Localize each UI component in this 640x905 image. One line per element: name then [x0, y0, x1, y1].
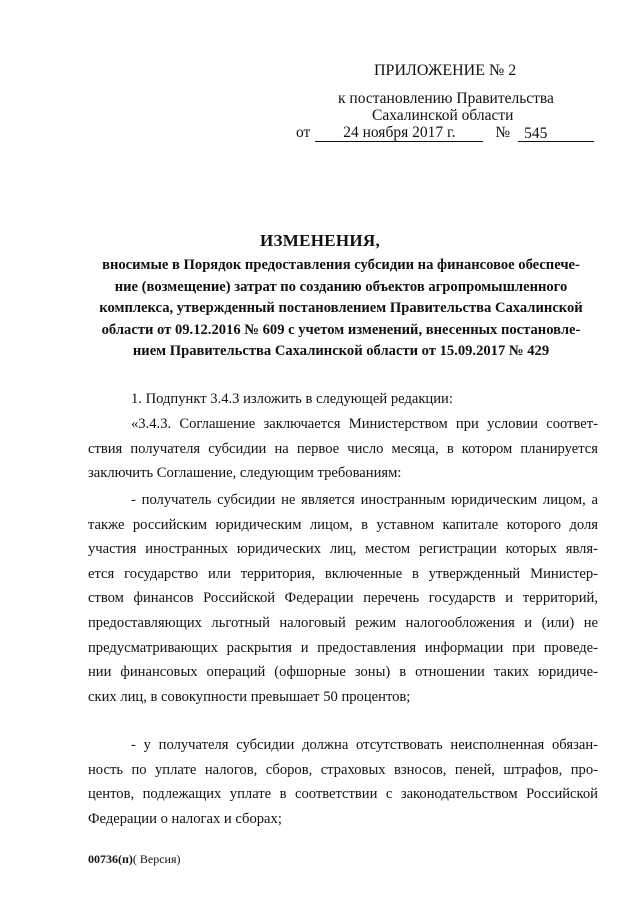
paragraph-line: - получатель субсидии не является иностранным юридическим лицом, а: [131, 492, 598, 508]
paragraph-line: ствия получателя субсидии на первое число месяца, в котором планируется: [88, 440, 598, 457]
subtitle-line: ние (возмещение) затрат по созданию объектов агропромышленного: [114, 278, 568, 295]
paragraph-line: предусматривающих раскрытия и предоставления информации при проведе-: [88, 639, 598, 656]
document-footer: [88, 852, 181, 867]
paragraph-line: ских лиц, в совокупности превышает 50 процентов;: [88, 688, 411, 705]
paragraph-line: участия иностранных юридических лиц, местом регистрации которых явля-: [88, 541, 598, 558]
clause-3-4-3-paragraph: [88, 412, 598, 486]
document-code: 00736(п): [88, 852, 133, 866]
subtitle-line: нием Правительства Сахалинской области от 15.09.2017 № 429: [132, 343, 550, 359]
appendix-title: ПРИЛОЖЕНИЕ № 2: [374, 62, 517, 79]
paragraph-line: «3.4.3. Соглашение заключается Министерством при условии соответ-: [131, 416, 598, 432]
paragraph-line: заключить Соглашение, следующим требованиям:: [88, 465, 402, 482]
subtitle-line: вносимые в Порядок предоставления субсидии на финансовое обеспече-: [102, 257, 580, 273]
requirement-tax-debt-paragraph: [88, 733, 598, 831]
subtitle-line: комплекса, утвержденный постановлением Правительства Сахалинской: [99, 300, 583, 316]
paragraph-line: предоставляющих льготный налоговый режим налогообложения и (или) не: [88, 614, 598, 631]
paragraph-line: ством финансов Российской Федерации перечень государств и территорий,: [88, 590, 598, 607]
paragraph-line: нии финансовых операций (офшорные зоны) в отношении таких юридиче-: [88, 664, 598, 681]
paragraph-line: ется государство или территория, включенные в утвержденный Министер-: [88, 565, 598, 582]
appendix-resolution-line: к постановлению Правительства: [338, 90, 554, 107]
document-version: ( Версия): [132, 852, 181, 866]
paragraph-line: - у получателя субсидии должна отсутствовать неисполненная обязан-: [131, 737, 598, 753]
item-1-paragraph: [88, 387, 598, 412]
appendix-region-line: Сахалинской области: [372, 107, 514, 124]
from-label: от: [296, 124, 311, 141]
paragraph-line: 1. Подпункт 3.4.3 изложить в следующей редакции:: [131, 391, 453, 407]
paragraph-line: ность по уплате налогов, сборов, страховых взносов, пеней, штрафов, про-: [88, 761, 598, 778]
paragraph-line: Федерации о налогах и сборах;: [88, 810, 282, 827]
paragraph-line: центов, подлежащих уплате в соответствии с законодательством Российской: [88, 786, 598, 803]
document-subtitle: [88, 255, 594, 363]
resolution-number: 545: [518, 125, 594, 142]
requirement-foreign-entity-paragraph: [88, 488, 598, 709]
subtitle-line: области от 09.12.2016 № 609 с учетом изменений, внесенных постановле-: [101, 321, 581, 338]
document-title: ИЗМЕНЕНИЯ,: [259, 231, 381, 250]
paragraph-line: также российским юридическим лицом, в уставном капитале которого доля: [88, 516, 598, 533]
appendix-date-number-line: [296, 124, 594, 142]
number-label: №: [495, 124, 511, 141]
resolution-date: 24 ноября 2017 г.: [315, 124, 483, 142]
